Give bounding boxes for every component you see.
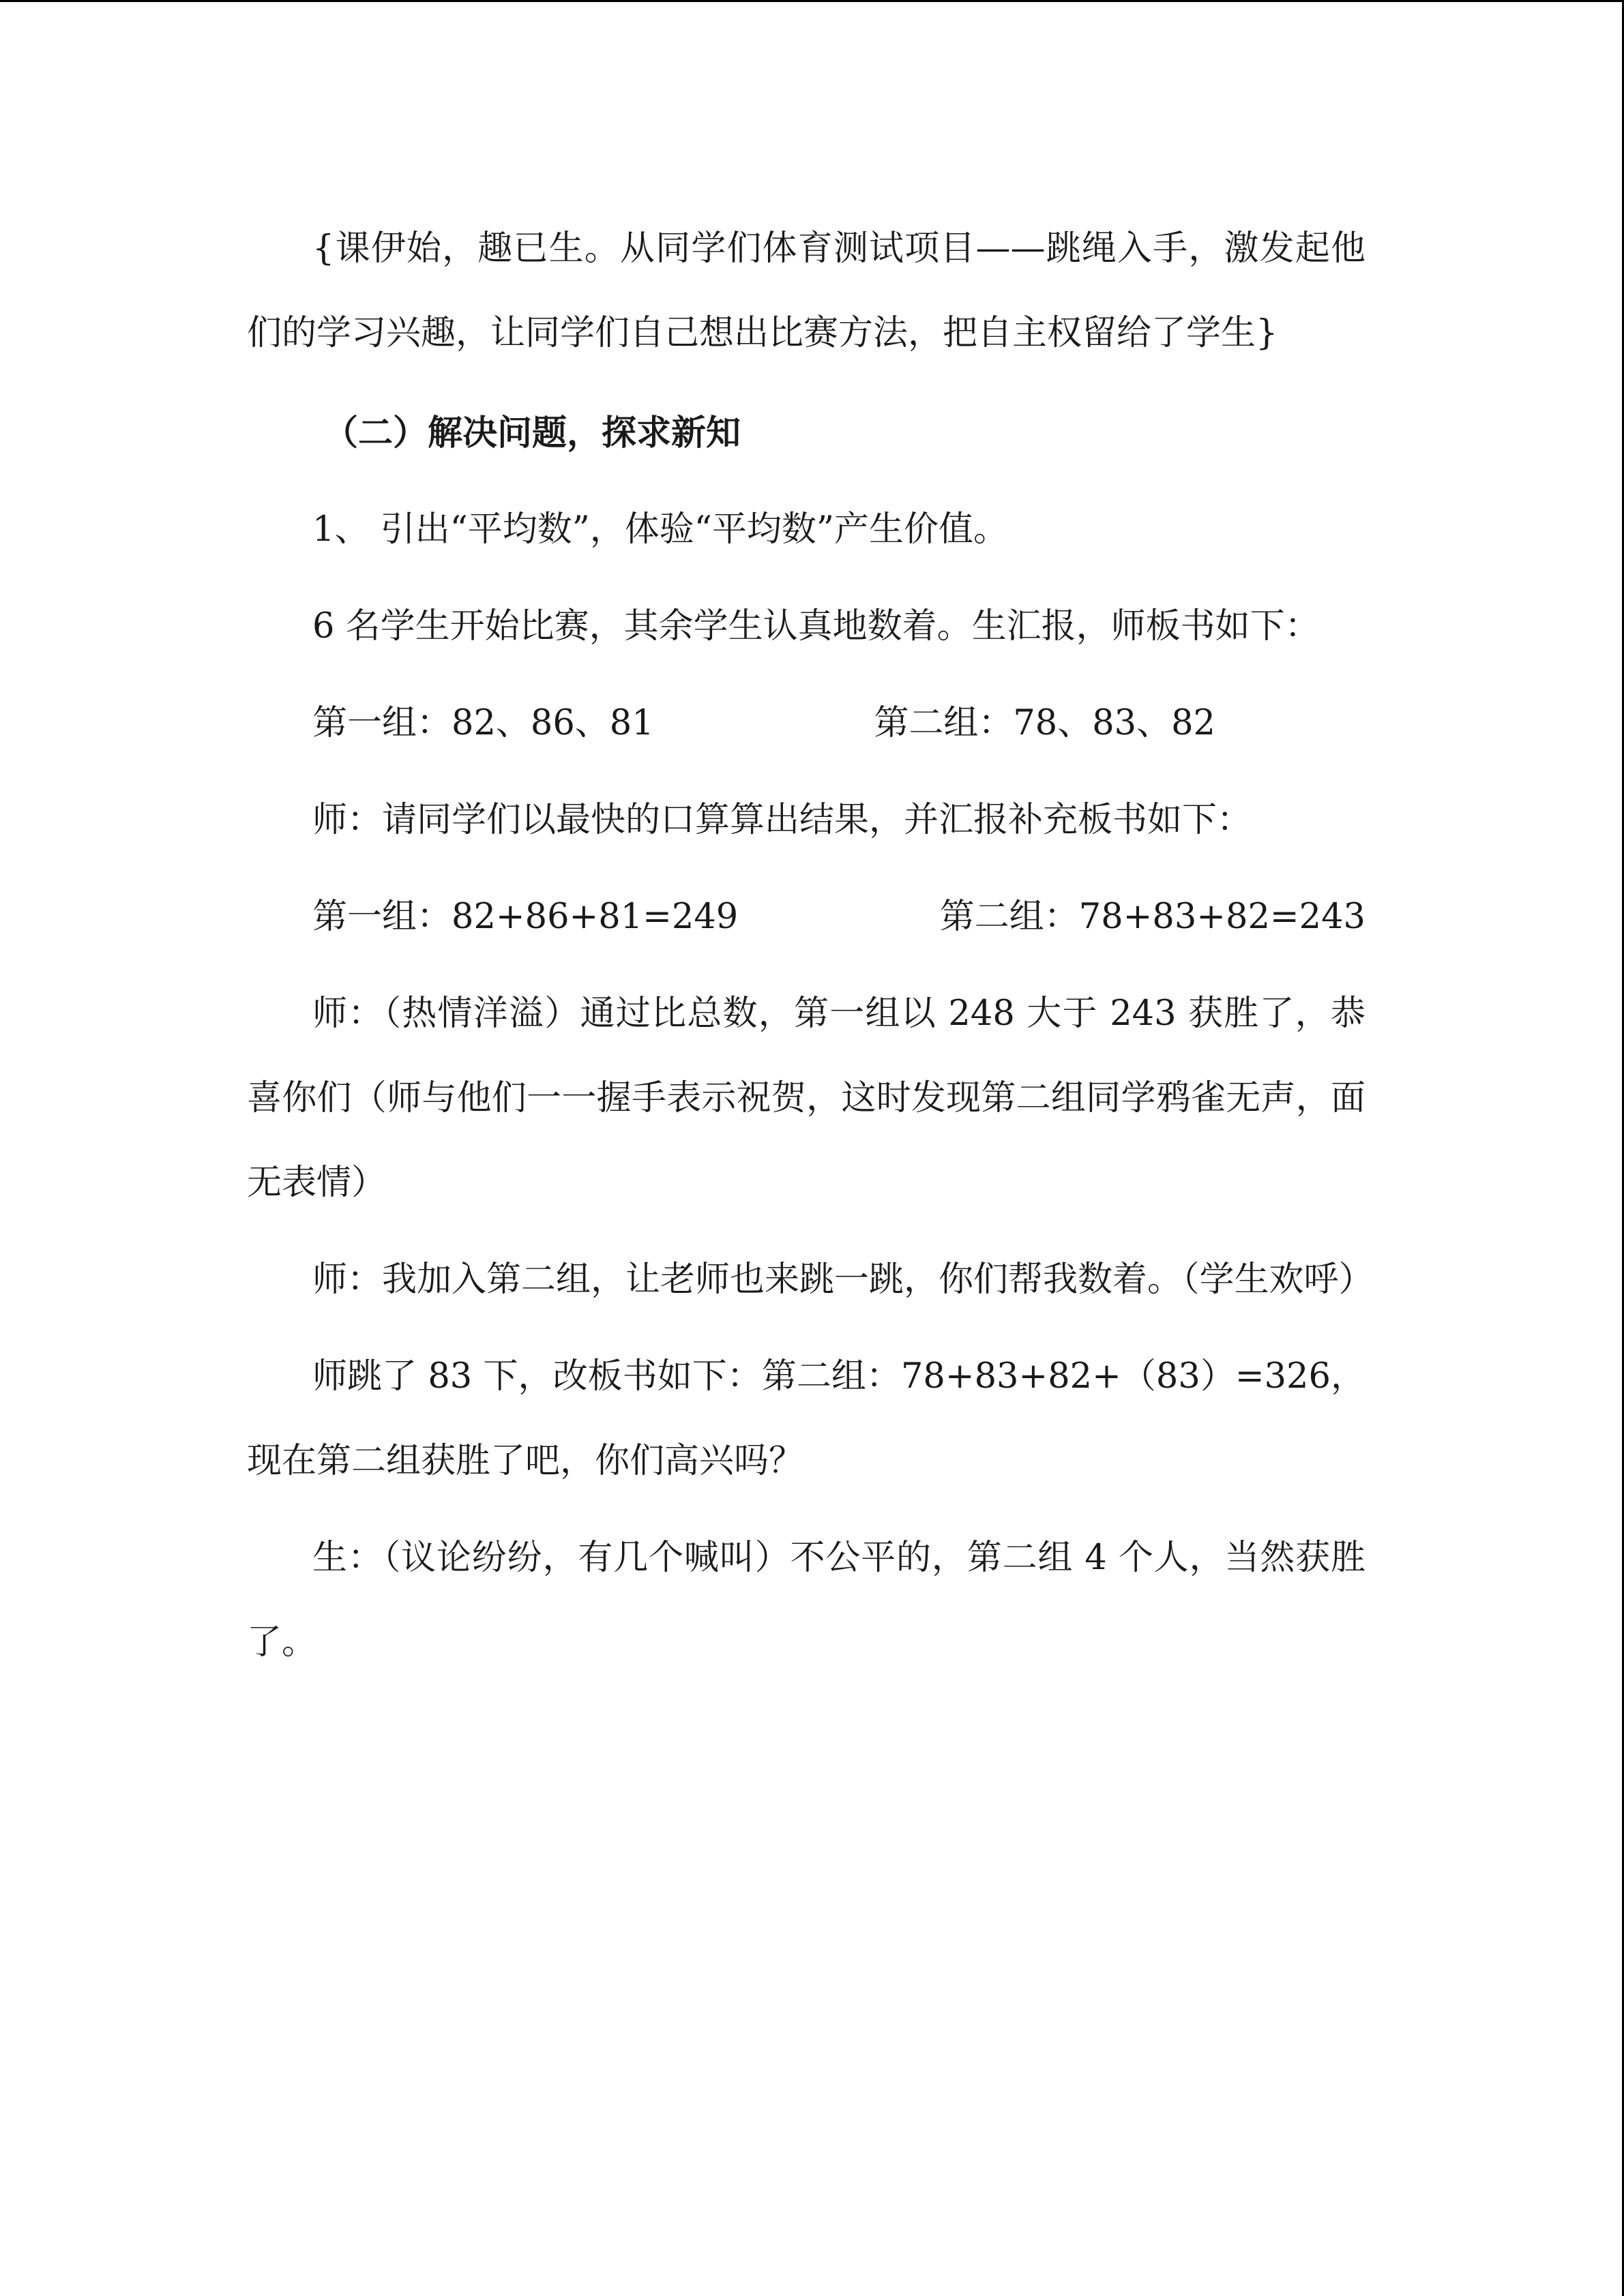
step-one-paragraph: 1、 引出“平均数”，体验“平均数”产生价值。 [312, 509, 1008, 550]
student-reply-paragraph: 生：（议论纷纷，有几个喊叫）不公平的，第二组 4 个人，当然获胜了。 [247, 1538, 1365, 1663]
teacher-jump-paragraph: 师跳了 83 下，改板书如下：第二组：78+83+82+（83）=326，现在第二组获胜了吧，你们高兴吗？ [247, 1356, 1365, 1481]
contest-start-paragraph: 6 名学生开始比赛，其余学生认真地数着。生汇报，师板书如下： [312, 606, 1320, 646]
teacher-request-paragraph: 师：请同学们以最快的口算算出结果，并汇报补充板书如下： [312, 800, 1252, 840]
section-heading: （二）解决问题，探求新知 [323, 413, 741, 453]
group2-scores: 第二组：78、83、82 [874, 703, 1215, 743]
document-page [247, 207, 1374, 1685]
intro-note-paragraph: {课伊始，趣已生。从同学们体育测试项目——跳绳入手，激发起他们的学习兴趣，让同学们自己想出比赛方法，把自主权留给了学生} [247, 228, 1365, 353]
teacher-compare-paragraph: 师：（热情洋溢）通过比总数，第一组以 248 大于 243 获胜了，恭喜你们（师与他们一一握手表示祝贺，这时发现第二组同学鸦雀无声，面无表情） [247, 994, 1365, 1203]
group2-total: 第二组：78+83+82=243 [939, 897, 1365, 937]
group1-total: 第一组：82+86+81=249 [312, 897, 739, 937]
group1-scores: 第一组：82、86、81 [312, 703, 654, 743]
board-scores-row [247, 681, 1365, 766]
teacher-join-paragraph: 师：我加入第二组，让老师也来跳一跳，你们帮我数着。（学生欢呼） [312, 1259, 1374, 1300]
board-totals-row [247, 875, 1365, 959]
